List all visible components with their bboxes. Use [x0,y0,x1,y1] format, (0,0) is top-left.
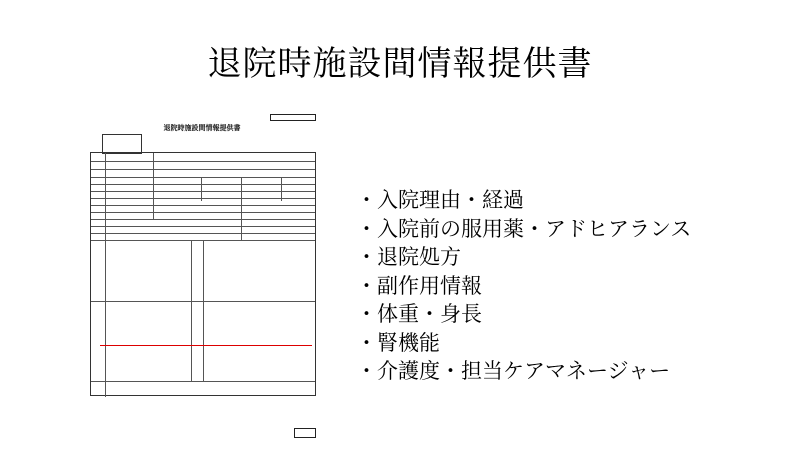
bullet-item: ・退院処方 [356,245,461,269]
bullet-item: ・介護度・担当ケアマネージャー [356,359,671,383]
bullet-item: ・副作用情報 [356,273,482,298]
slide-title: 退院時施設間情報提供書 [207,44,593,84]
bullet-item: ・入院前の服用薬・アドヒアランス [356,216,692,241]
document-corner-box [294,428,316,438]
document-form-grid [90,152,316,396]
document-thumbnail [86,112,318,444]
bullet-list [356,186,691,386]
document-recipient-box [102,134,142,154]
document-title: 退院時施設間情報提供書 [163,124,241,132]
bullet-item: ・体重・身長 [356,302,482,326]
document-stamp-box [270,114,316,121]
document-red-rule [100,345,312,346]
bullet-item: ・腎機能 [356,330,440,355]
bullet-item: ・入院理由・経過 [356,188,524,212]
